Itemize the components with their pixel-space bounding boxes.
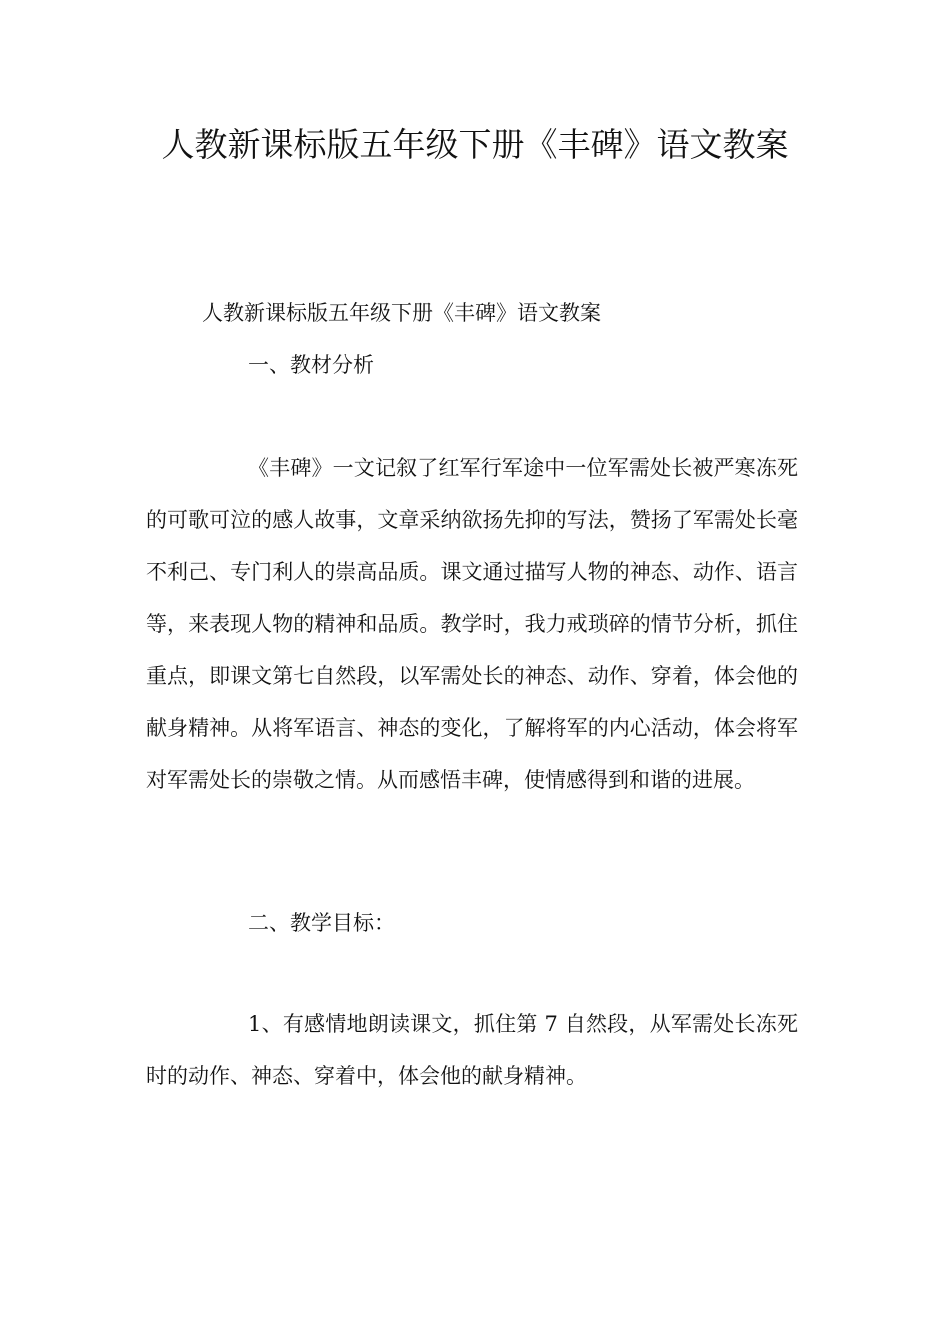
document-subtitle: 人教新课标版五年级下册《丰碑》语文教案: [202, 301, 601, 325]
document-title: 人教新课标版五年级下册《丰碑》语文教案: [161, 125, 789, 164]
section-heading-analysis: 一、教材分析: [248, 353, 374, 377]
goal-paragraph-1: 1、有感情地朗读课文，抓住第 7 自然段，从军需处长冻死时的动作、神态、穿着中，体会他的献身精神。: [146, 1012, 798, 1088]
analysis-paragraph: 《丰碑》一文记叙了红军行军途中一位军需处长被严寒冻死的可歌可泣的感人故事，文章采纳欲扬先抑的写法，赞扬了军需处长毫不利己、专门利人的崇高品质。课文通过描写人物的神态、动作、语言等，来表现人物的精神和品质。教学时，我力戒琐碎的情节分析，抓住重点，即课文第七自然段，以军需处长的神态、动作、穿着，体会他的献身精神。从将军语言、神态的变化，了解将军的内心活动，体会将军对军需处长的崇敬之情。从而感悟丰碑，使情感得到和谐的进展。: [146, 456, 798, 792]
section-heading-goals: 二、教学目标：: [248, 911, 395, 935]
